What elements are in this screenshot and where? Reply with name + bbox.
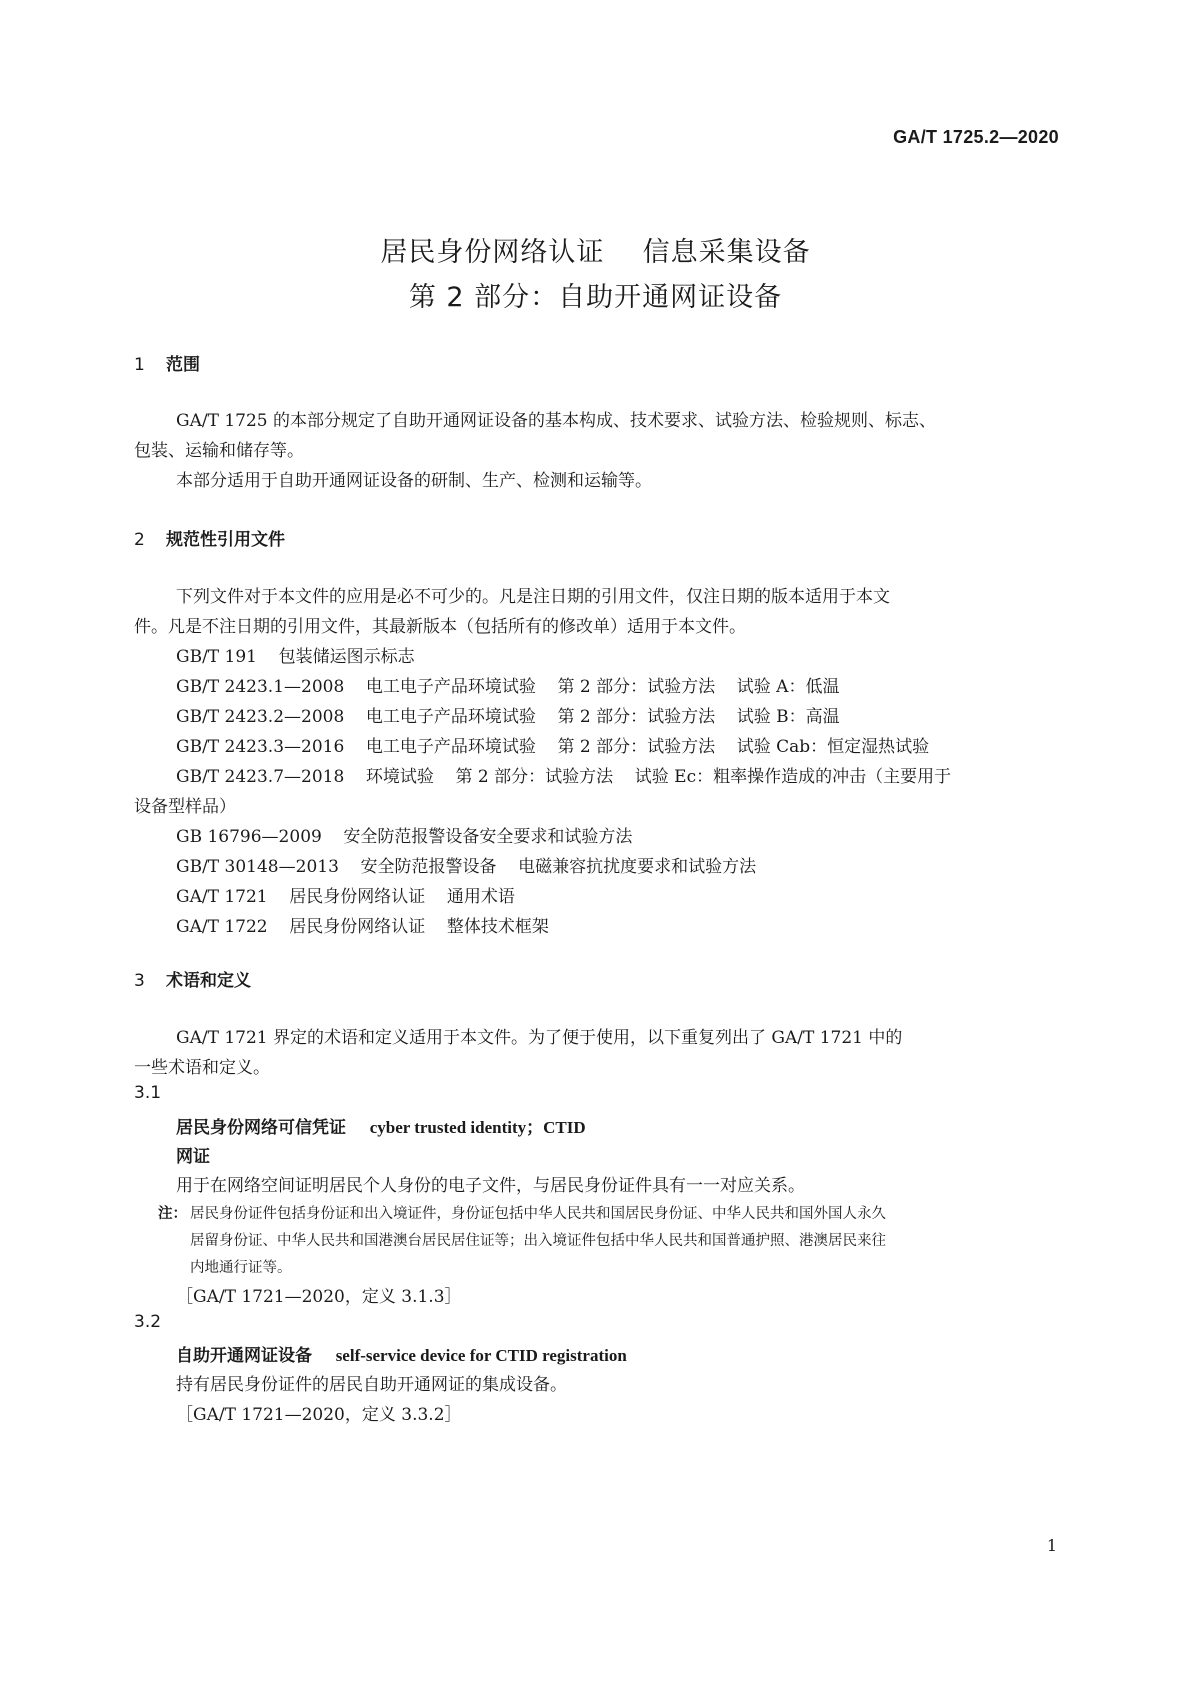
paragraph-line: 一些术语和定义。 — [134, 1058, 270, 1078]
term-title — [176, 1113, 586, 1138]
document-title-line-1: 居民身份网络认证 信息采集设备 — [380, 237, 811, 268]
note-line: 居民身份证件包括身份证和出入境证件，身份证包括中华人民共和国居民身份证、中华人民共和国外国人永久 — [190, 1206, 886, 1222]
term-source: ［GA/T 1721—2020，定义 3.3.2］ — [176, 1405, 462, 1425]
term-synonym: 网证 — [176, 1147, 210, 1167]
reference-item: GB/T 2423.2—2008 电工电子产品环境试验 第 2 部分：试验方法 试验 B：高温 — [176, 707, 840, 727]
reference-item-continuation: 设备型样品） — [134, 797, 236, 817]
term-title — [176, 1341, 627, 1366]
document-title-line-2: 第 2 部分：自助开通网证设备 — [408, 282, 783, 313]
term-source: ［GA/T 1721—2020，定义 3.1.3］ — [176, 1287, 462, 1307]
term-english: self-service device for CTID registration — [335, 1346, 627, 1365]
paragraph-line: 下列文件对于本文件的应用是必不可少的。凡是注日期的引用文件，仅注日期的版本适用于本文 — [176, 587, 890, 607]
term-number: 3.1 — [134, 1083, 162, 1103]
page-number: 1 — [1046, 1536, 1057, 1555]
section-number: 1 — [134, 355, 145, 375]
term-number: 3.2 — [134, 1312, 162, 1332]
standard-number: GA/T 1725.2—2020 — [893, 127, 1059, 147]
reference-item: GB/T 2423.7—2018 环境试验 第 2 部分：试验方法 试验 Ec：粗率操作造成的冲击（主要用于 — [176, 767, 952, 787]
note-line: 居留身份证、中华人民共和国港澳台居民居住证等；出入境证件包括中华人民共和国普通护照、港澳居民来往 — [190, 1233, 886, 1249]
note-line: 内地通行证等。 — [190, 1260, 292, 1276]
paragraph-line: GA/T 1725 的本部分规定了自助开通网证设备的基本构成、技术要求、试验方法、检验规则、标志、 — [176, 411, 936, 431]
paragraph-line: 本部分适用于自助开通网证设备的研制、生产、检测和运输等。 — [176, 471, 652, 491]
section-1-heading — [134, 350, 200, 375]
term-definition: 用于在网络空间证明居民个人身份的电子文件，与居民身份证件具有一一对应关系。 — [176, 1176, 805, 1196]
paragraph-line: 件。凡是不注日期的引用文件，其最新版本（包括所有的修改单）适用于本文件。 — [134, 617, 746, 637]
reference-item: GA/T 1722 居民身份网络认证 整体技术框架 — [176, 917, 549, 937]
term-definition: 持有居民身份证件的居民自助开通网证的集成设备。 — [176, 1375, 567, 1395]
paragraph-line: 包装、运输和储存等。 — [134, 441, 304, 461]
section-number: 3 — [134, 971, 145, 991]
term-english: cyber trusted identity；CTID — [369, 1118, 586, 1137]
section-title: 范围 — [166, 355, 200, 375]
term-chinese: 居民身份网络可信凭证 — [176, 1118, 346, 1138]
term-chinese: 自助开通网证设备 — [176, 1346, 312, 1366]
reference-item: GB/T 191 包装储运图示标志 — [176, 647, 415, 667]
reference-item: GB/T 2423.1—2008 电工电子产品环境试验 第 2 部分：试验方法 试验 A：低温 — [176, 677, 840, 697]
section-title: 规范性引用文件 — [166, 530, 285, 550]
reference-item: GB/T 30148—2013 安全防范报警设备 电磁兼容抗扰度要求和试验方法 — [176, 857, 757, 877]
reference-item: GB/T 2423.3—2016 电工电子产品环境试验 第 2 部分：试验方法 试验 Cab：恒定湿热试验 — [176, 737, 930, 757]
section-2-heading — [134, 525, 285, 550]
section-3-heading — [134, 966, 251, 991]
note-label: 注： — [158, 1206, 187, 1222]
reference-item: GB 16796—2009 安全防范报警设备安全要求和试验方法 — [176, 827, 633, 847]
reference-item: GA/T 1721 居民身份网络认证 通用术语 — [176, 887, 515, 907]
section-title: 术语和定义 — [166, 971, 251, 991]
section-number: 2 — [134, 530, 145, 550]
paragraph-line: GA/T 1721 界定的术语和定义适用于本文件。为了便于使用，以下重复列出了 GA/T 1721 中的 — [176, 1028, 903, 1048]
